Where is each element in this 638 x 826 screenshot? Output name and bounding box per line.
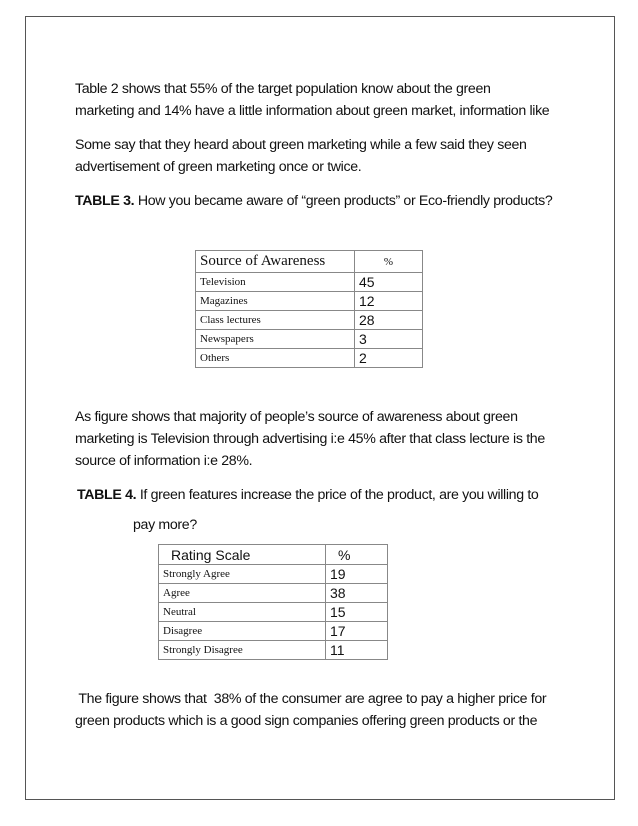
table-4-caption bbox=[77, 484, 538, 506]
table-row bbox=[159, 565, 388, 584]
paragraph-1 bbox=[75, 78, 549, 122]
table-cell: Disagree bbox=[159, 622, 326, 641]
table-4 bbox=[158, 544, 388, 660]
table-cell: Strongly Disagree bbox=[159, 641, 326, 660]
table-row bbox=[196, 330, 423, 349]
paragraph-line: marketing and 14% have a little information about green market, information like bbox=[75, 103, 550, 119]
paragraph-line: advertisement of green marketing once or twice. bbox=[75, 159, 362, 175]
table-cell: 17 bbox=[326, 622, 388, 641]
table-4-caption-line-2 bbox=[133, 514, 197, 536]
paragraph-line: green products which is a good sign companies offering green products or the bbox=[75, 713, 538, 729]
table-row bbox=[196, 311, 423, 330]
table-row bbox=[196, 292, 423, 311]
table-cell: 11 bbox=[326, 641, 388, 660]
table-header-cell: % bbox=[326, 545, 388, 565]
table-cell: Television bbox=[196, 273, 355, 292]
table-cell: 28 bbox=[355, 311, 423, 330]
table-cell: 19 bbox=[326, 565, 388, 584]
table-row bbox=[196, 273, 423, 292]
paragraph-2 bbox=[75, 134, 527, 178]
table-header-row bbox=[196, 251, 423, 273]
paragraph-4 bbox=[75, 688, 546, 732]
table-cell: 15 bbox=[326, 603, 388, 622]
table-4-label: TABLE 4. bbox=[77, 487, 137, 503]
paragraph-line: source of information i:e 28%. bbox=[75, 453, 253, 469]
paragraph-line: The figure shows that 38% of the consumer are agree to pay a higher price for bbox=[75, 691, 547, 707]
table-row bbox=[159, 584, 388, 603]
paragraph-line: Table 2 shows that 55% of the target population know about the green bbox=[75, 81, 491, 97]
table-3-label: TABLE 3. bbox=[75, 193, 135, 209]
paragraph-line: Some say that they heard about green marketing while a few said they seen bbox=[75, 137, 527, 153]
table-header-cell: % bbox=[355, 251, 423, 273]
table-cell: Class lectures bbox=[196, 311, 355, 330]
table-cell: Agree bbox=[159, 584, 326, 603]
table-cell: 45 bbox=[355, 273, 423, 292]
table-4-question: If green features increase the price of the product, are you willing to bbox=[139, 487, 539, 503]
table-cell: 12 bbox=[355, 292, 423, 311]
table-row bbox=[196, 349, 423, 368]
table-cell: 3 bbox=[355, 330, 423, 349]
paragraph-line: As figure shows that majority of people’s source of awareness about green bbox=[75, 409, 518, 425]
table-cell: 2 bbox=[355, 349, 423, 368]
table-3-caption bbox=[75, 190, 552, 212]
table-cell: Newspapers bbox=[196, 330, 355, 349]
paragraph-3 bbox=[75, 406, 545, 472]
table-3-question: How you became aware of “green products” or Eco-friendly products? bbox=[137, 193, 553, 209]
table-cell: Neutral bbox=[159, 603, 326, 622]
table-row bbox=[159, 603, 388, 622]
table-3 bbox=[195, 250, 423, 368]
paragraph-line: marketing is Television through advertising i:e 45% after that class lecture is the bbox=[75, 431, 545, 447]
table-4-question: pay more? bbox=[133, 517, 197, 533]
table-header-row bbox=[159, 545, 388, 565]
table-cell: Others bbox=[196, 349, 355, 368]
table-header-cell: Source of Awareness bbox=[196, 251, 355, 273]
table-cell: 38 bbox=[326, 584, 388, 603]
table-row bbox=[159, 622, 388, 641]
table-header-cell: Rating Scale bbox=[159, 545, 326, 565]
table-row bbox=[159, 641, 388, 660]
table-cell: Magazines bbox=[196, 292, 355, 311]
table-cell: Strongly Agree bbox=[159, 565, 326, 584]
